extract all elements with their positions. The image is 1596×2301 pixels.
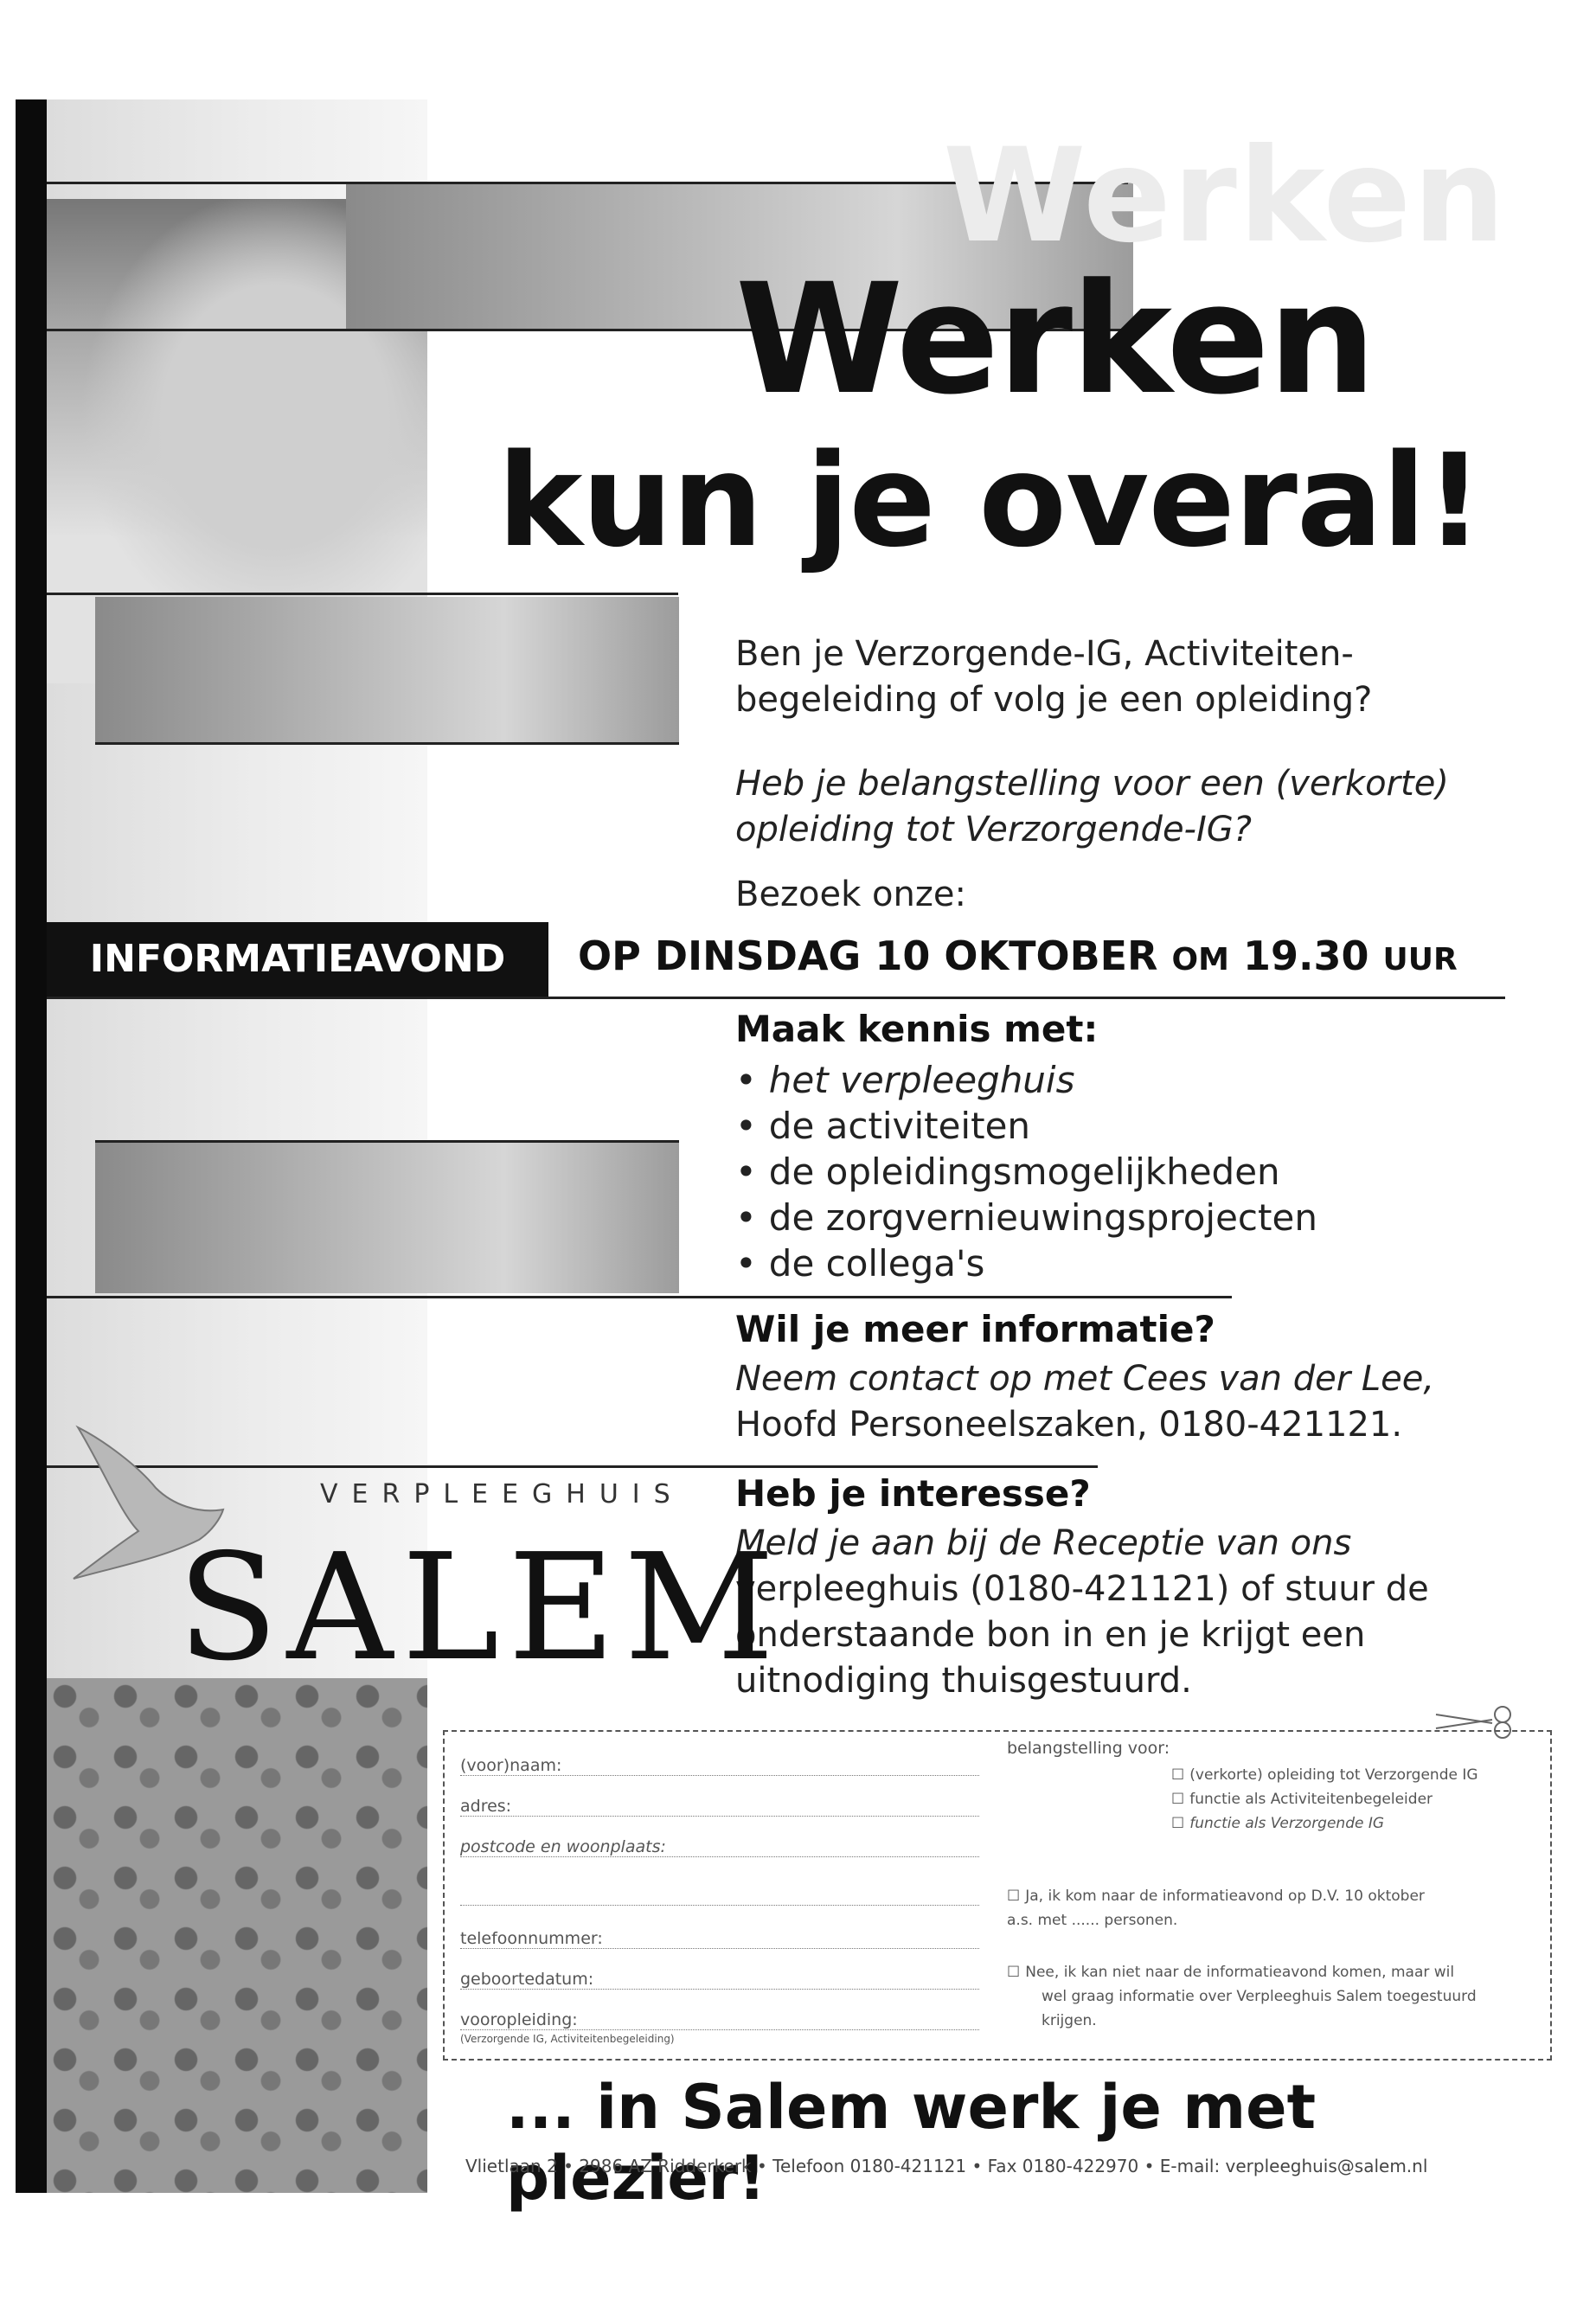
ja-line1: Ja, ik kom naar de informatieavond op D.V. 10 oktober: [1025, 1888, 1425, 1905]
list-item: • de collega's: [735, 1240, 1317, 1286]
event-om: OM: [1171, 942, 1229, 977]
intro-p2-line1: Heb je belangstelling voor een (verkorte): [735, 764, 1449, 804]
interesse-line1: Meld je aan bij de Receptie van ons: [735, 1523, 1352, 1563]
event-uur: UUR: [1382, 942, 1458, 977]
adres-label: adres:: [460, 1797, 512, 1816]
vooropleiding-field[interactable]: [460, 2010, 979, 2030]
ghost-headline: Werken: [943, 121, 1508, 272]
event-date-time: [578, 933, 1458, 979]
intro-question: [735, 761, 1449, 853]
option-nee[interactable]: [1007, 1964, 1454, 1981]
rule: [47, 997, 1505, 999]
intro-p2-line2: opleiding tot Verzorgende-IG?: [735, 810, 1253, 849]
option-ja[interactable]: [1007, 1888, 1425, 1905]
event-date: OP DINSDAG 10 OKTOBER: [578, 933, 1158, 979]
blank-line[interactable]: [460, 1888, 979, 1906]
naam-field[interactable]: [460, 1756, 979, 1776]
headline-kun-je-overal: kun je overal!: [497, 426, 1483, 575]
interesse-text: [735, 1521, 1429, 1704]
list-item: • de activiteiten: [735, 1103, 1317, 1149]
logo-salem: SALEM: [177, 1522, 784, 1694]
naam-label: (voor)naam:: [460, 1756, 562, 1775]
footer-contact: Vlietlaan 2 • 2986 AZ Ridderkerk • Telefoon 0180-421121 • Fax 0180-422970 • E-mail: verpleeghuis@salem.nl: [465, 2156, 1428, 2176]
slogan: ... in Salem werk je met plezier!: [506, 2072, 1317, 2214]
belangstelling-label: belangstelling voor:: [1007, 1739, 1170, 1758]
list-item: • de opleidingsmogelijkheden: [735, 1149, 1317, 1195]
left-black-bar: [16, 99, 47, 2193]
reply-coupon: [443, 1730, 1552, 2061]
geboortedatum-label: geboortedatum:: [460, 1970, 594, 1989]
photo-strip-phone: [95, 597, 679, 742]
option-verzorgende-ig[interactable]: [1171, 1815, 1384, 1832]
rule: [47, 1296, 1232, 1298]
logo-verpleeghuis: VERPLEEGHUIS: [320, 1479, 684, 1509]
ja-line2: a.s. met ...... personen.: [1007, 1912, 1178, 1929]
opt1-label: (verkorte) opleiding tot Verzorgende IG: [1189, 1766, 1478, 1784]
vooropleiding-label: vooropleiding:: [460, 2010, 578, 2029]
nee-line2: wel graag informatie over Verpleeghuis Salem toegestuurd: [1042, 1988, 1477, 2005]
interesse-heading: Heb je interesse?: [735, 1472, 1091, 1515]
visit-text: Bezoek onze:: [735, 875, 966, 914]
vooropleiding-hint: (Verzorgende IG, Activiteitenbegeleiding): [460, 2033, 675, 2045]
rule: [95, 1140, 679, 1143]
intro-p1-line1: Ben je Verzorgende-IG, Activiteiten-: [735, 634, 1354, 674]
nee-line1: Nee, ik kan niet naar de informatieavond komen, maar wil: [1025, 1964, 1455, 1981]
telefoon-label: telefoonnummer:: [460, 1929, 603, 1948]
meer-info-heading: Wil je meer informatie?: [735, 1308, 1215, 1350]
interesse-line4: uitnodiging thuisgestuurd.: [735, 1661, 1192, 1701]
kennis-heading: Maak kennis met:: [735, 1008, 1099, 1050]
event-time: 19.30: [1242, 933, 1369, 979]
postcode-label: postcode en woonplaats:: [460, 1837, 666, 1856]
adres-field[interactable]: [460, 1797, 979, 1817]
headline-werken: Werken: [735, 251, 1375, 428]
meer-info-line2: Hoofd Personeelszaken, 0180-421121.: [735, 1405, 1403, 1445]
list-item: • het verpleeghuis: [735, 1057, 1317, 1103]
nee-line3: krijgen.: [1042, 2012, 1097, 2029]
kennis-list: [735, 1057, 1317, 1286]
meer-info-line1: Neem contact op met Cees van der Lee,: [735, 1359, 1435, 1399]
meer-info-text: [735, 1356, 1434, 1448]
informatieavond-label: INFORMATIEAVOND: [47, 922, 548, 997]
photo-strip-bending: [95, 1142, 679, 1293]
intro-p1-line2: begeleiding of volg je een opleiding?: [735, 680, 1373, 720]
option-verkorte-opleiding[interactable]: [1171, 1766, 1478, 1784]
list-item: • de zorgvernieuwingsprojecten: [735, 1195, 1317, 1240]
telefoon-field[interactable]: [460, 1929, 979, 1949]
interesse-line3: onderstaande bon in en je krijgt een: [735, 1615, 1366, 1655]
rule: [47, 593, 678, 595]
geboortedatum-field[interactable]: [460, 1970, 979, 1990]
rule: [95, 742, 679, 745]
opt2-label: functie als Activiteitenbegeleider: [1189, 1791, 1433, 1808]
interesse-line2: verpleeghuis (0180-421121) of stuur de: [735, 1569, 1429, 1609]
opt3-label: functie als Verzorgende IG: [1189, 1815, 1385, 1832]
postcode-field[interactable]: [460, 1837, 979, 1857]
floral-dress-photo: [47, 1678, 427, 2193]
option-activiteitenbegeleider[interactable]: [1171, 1791, 1433, 1808]
intro-text: [735, 631, 1372, 723]
